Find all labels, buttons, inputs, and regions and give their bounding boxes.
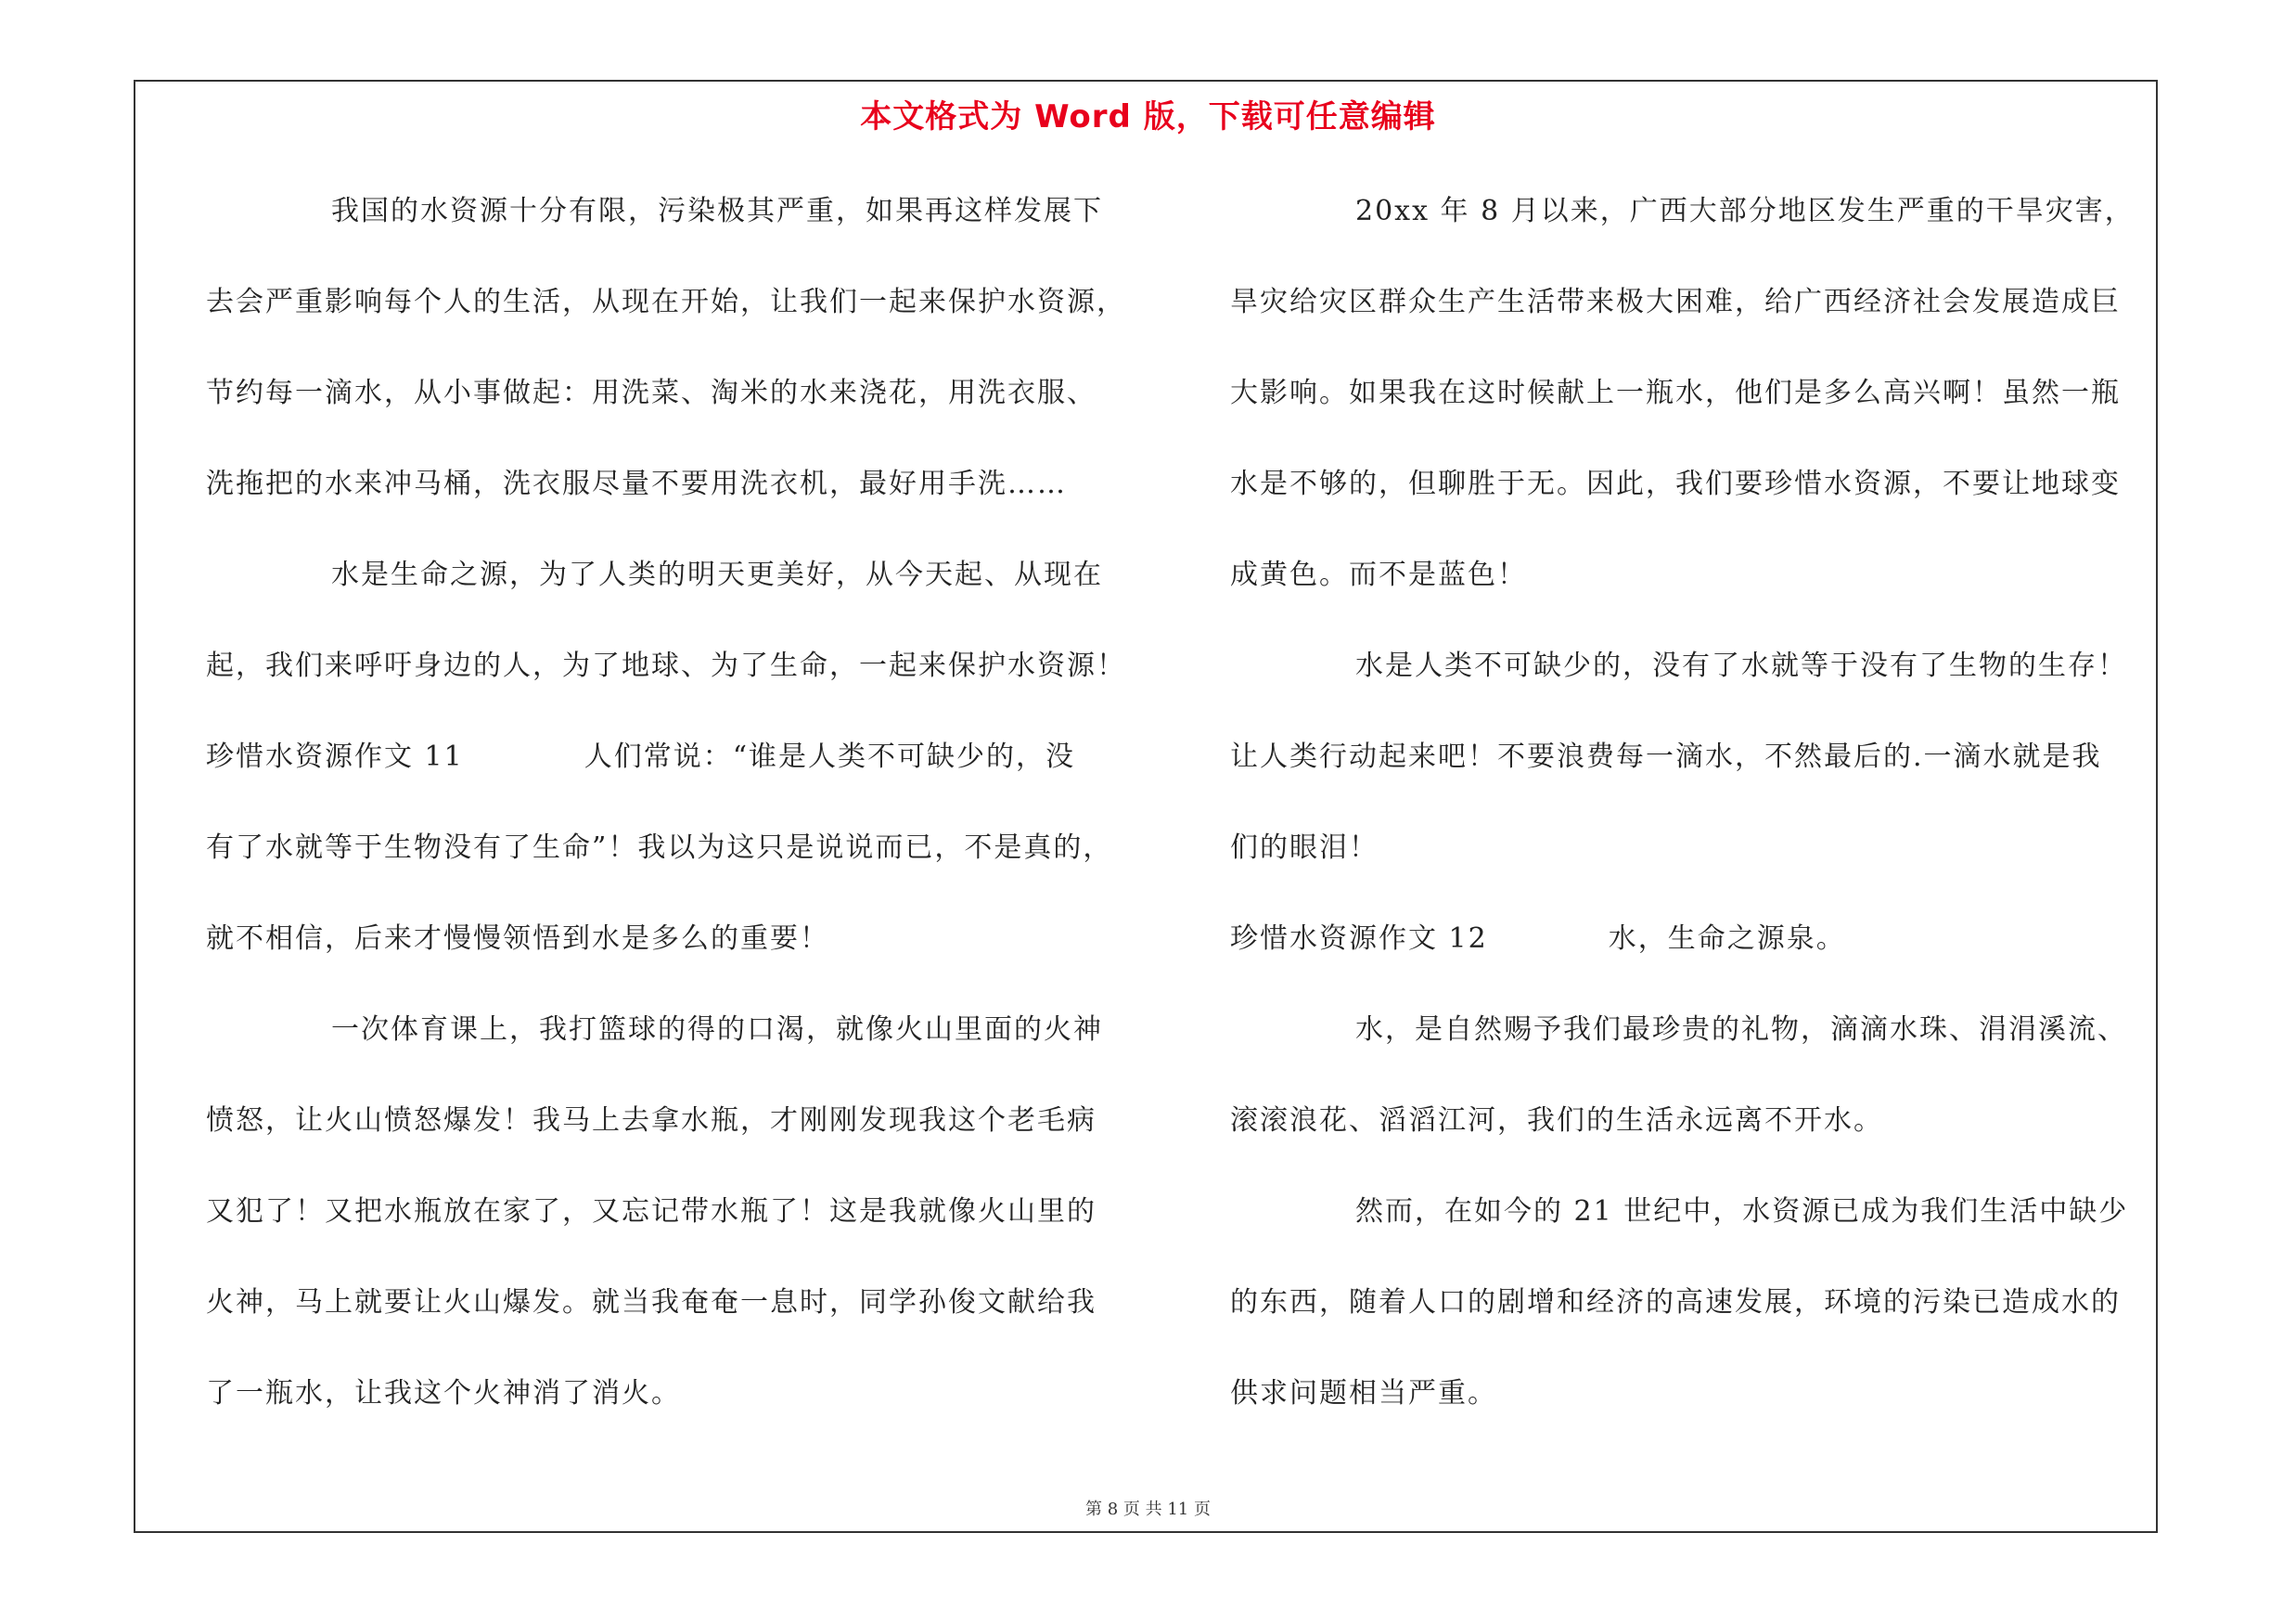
text-line: 起，我们来呼吁身边的人，为了地球、为了生命，一起来保护水资源！ [206,650,1126,682]
text-line: 水是不够的，但聊胜于无。因此，我们要珍惜水资源，不要让地球变 [1230,468,2121,500]
text-line: 去会严重影响每个人的生活，从现在开始，让我们一起来保护水资源， [206,286,1126,318]
text-line: 就不相信，后来才慢慢领悟到水是多么的重要！ [206,922,829,955]
left-column [206,184,1134,1457]
text-line: 了一瓶水，让我这个火神消了消火。 [206,1377,681,1410]
text-line: 供求问题相当严重。 [1230,1377,1497,1410]
text-line: 洗拖把的水来冲马桶，洗衣服尽量不要用洗衣机，最好用手洗…… [206,468,1067,500]
text-line: 然而，在如今的 21 世纪中，水资源已成为我们生活中缺少 [1355,1195,2129,1228]
page-footer: 第 8 页 共 11 页 [1085,1500,1211,1519]
text-line: 我国的水资源十分有限，污染极其严重，如果再这样发展下 [331,195,1103,227]
text-line: 成黄色。而不是蓝色！ [1230,559,1527,591]
section-heading: 珍惜水资源作文 11 [206,741,464,773]
text-line: 让人类行动起来吧！不要浪费每一滴水，不然最后的.一滴水就是我 [1230,741,2102,773]
text-line: 一次体育课上，我打篮球的得的口渴，就像火山里面的火神 [331,1013,1103,1046]
text-line: 水是人类不可缺少的，没有了水就等于没有了生物的生存！ [1355,650,2127,682]
right-column [1230,184,2167,1457]
text-line: 水，是自然赐予我们最珍贵的礼物，滴滴水珠、涓涓溪流、 [1355,1013,2127,1046]
text-line: 大影响。如果我在这时候献上一瓶水，他们是多么高兴啊！虽然一瓶 [1230,377,2121,409]
text-line: 滚滚浪花、滔滔江河，我们的生活永远离不开水。 [1230,1104,1883,1137]
section-heading-line [206,729,1134,820]
text-line: 节约每一滴水，从小事做起：用洗菜、淘米的水来浇花，用洗衣服、 [206,377,1097,409]
section-heading: 珍惜水资源作文 12 [1230,922,1488,955]
text-line: 的东西，随着人口的剧增和经济的高速发展，环境的污染已造成水的 [1230,1286,2121,1319]
text-line: 有了水就等于生物没有了生命”！我以为这只是说说而已，不是真的， [206,831,1113,864]
section-heading-line [1230,911,2167,1002]
text-line: 旱灾给灾区群众生产生活带来极大困难，给广西经济社会发展造成巨 [1230,286,2121,318]
text-line: 们的眼泪！ [1230,831,1379,864]
text-line: 愤怒，让火山愤怒爆发！我马上去拿水瓶，才刚刚发现我这个老毛病 [206,1104,1097,1137]
paragraph-text: 水，生命之源泉。 [1608,922,1846,955]
paragraph-text: 人们常说：“谁是人类不可缺少的，没 [584,741,1076,773]
text-line: 又犯了！又把水瓶放在家了，又忘记带水瓶了！这是我就像火山里的 [206,1195,1097,1228]
text-line: 火神，马上就要让火山爆发。就当我奄奄一息时，同学孙俊文献给我 [206,1286,1097,1319]
format-banner: 本文格式为 Word 版，下载可任意编辑 [860,98,1436,135]
text-line: 水是生命之源，为了人类的明天更美好，从今天起、从现在 [331,559,1103,591]
text-line: 20xx 年 8 月以来，广西大部分地区发生严重的干旱灾害， [1355,195,2135,227]
